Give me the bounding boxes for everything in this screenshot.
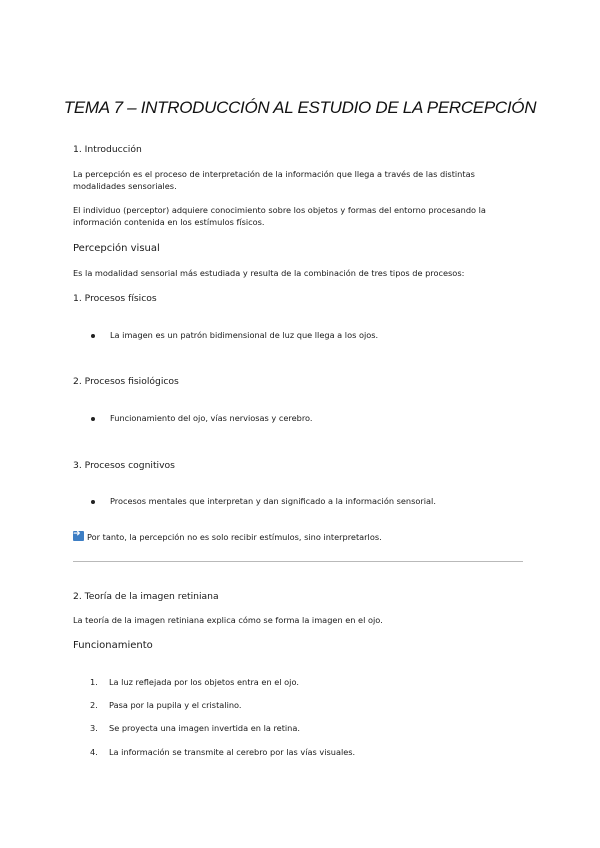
section-2-heading: 2. Teoría de la imagen retiniana [73, 591, 219, 602]
list-item [90, 412, 312, 424]
list-text: La información se transmite al cerebro por las vías visuales. [109, 747, 356, 757]
list-item [90, 699, 242, 711]
bullet-text: Funcionamiento del ojo, vías nerviosas y cerebro. [110, 413, 313, 423]
list-item [90, 746, 355, 758]
list-item [90, 722, 300, 734]
list-number: 2. [90, 700, 98, 710]
list-text: La luz reflejada por los objetos entra en el ojo. [109, 677, 299, 687]
process-heading-fisiologicos: 2. Procesos fisiológicos [73, 376, 179, 387]
list-item [90, 329, 378, 341]
intro-paragraph-3: Es la modalidad sensorial más estudiada y resulta de la combinación de tres tipos de procesos: [73, 268, 465, 278]
list-number: 3. [90, 723, 98, 733]
bullet-icon [91, 500, 95, 504]
list-item [90, 676, 299, 688]
list-text: Se proyecta una imagen invertida en la retina. [109, 723, 300, 733]
section-1-heading: 1. Introducción [73, 144, 142, 155]
conclusion-line [73, 531, 523, 543]
bullet-icon [91, 417, 95, 421]
conclusion-text: Por tanto, la percepción no es solo recibir estímulos, sino interpretarlos. [87, 532, 382, 542]
bullet-icon [91, 334, 95, 338]
section-divider [73, 561, 523, 562]
list-number: 1. [90, 677, 98, 687]
bullet-text: La imagen es un patrón bidimensional de luz que llega a los ojos. [110, 330, 379, 340]
process-heading-cognitivos: 3. Procesos cognitivos [73, 460, 175, 471]
list-text: Pasa por la pupila y el cristalino. [109, 700, 242, 710]
bullet-text: Procesos mentales que interpretan y dan significado a la información sensorial. [110, 496, 436, 506]
intro-paragraph-1: La percepción es el proceso de interpretación de la información que llega a través de las distintas modalidades sensoriales. [73, 169, 475, 191]
list-item [90, 495, 436, 507]
process-heading-fisicos: 1. Procesos físicos [73, 293, 157, 304]
section-2-paragraph: La teoría de la imagen retiniana explica cómo se forma la imagen en el ojo. [73, 615, 383, 625]
intro-paragraph-2: El individuo (perceptor) adquiere conocimiento sobre los objetos y formas del entorno procesando la información contenida en los estímulos físicos. [73, 205, 486, 227]
list-number: 4. [90, 747, 98, 757]
subheading-percepcion-visual: Percepción visual [73, 243, 160, 254]
right-arrow-icon [73, 531, 84, 541]
subheading-funcionamiento: Funcionamiento [73, 640, 153, 651]
page-title: TEMA 7 – INTRODUCCIÓN AL ESTUDIO DE LA PERCEPCIÓN [63, 98, 537, 117]
